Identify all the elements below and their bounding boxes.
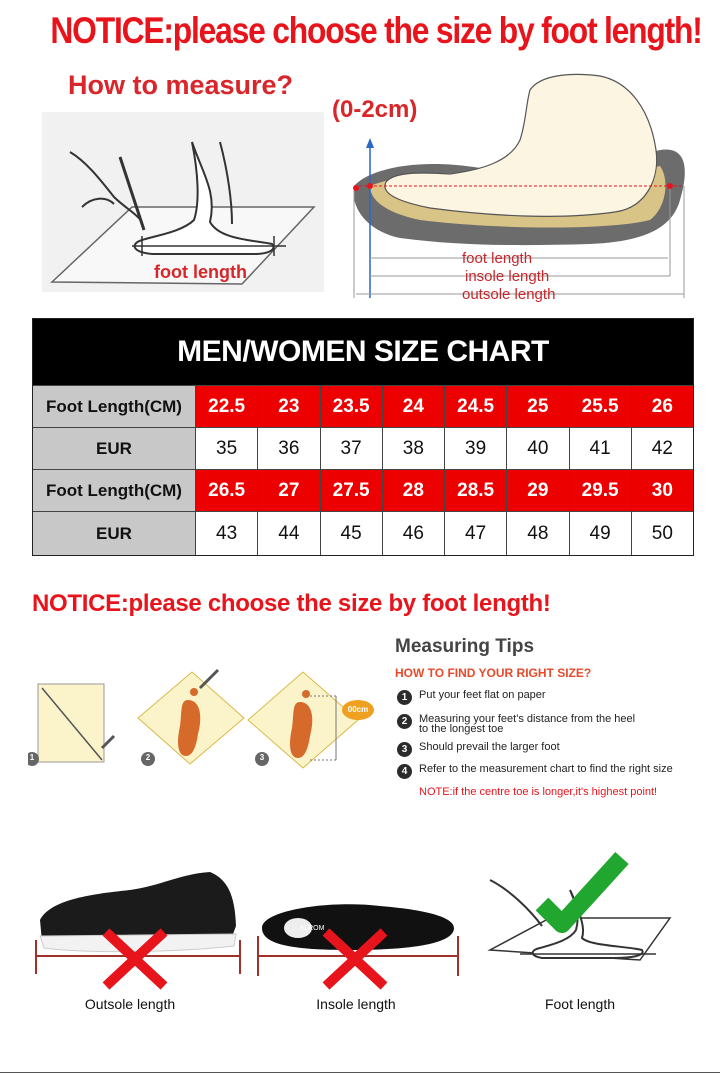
how-to-measure-heading: How to measure? bbox=[68, 70, 294, 100]
size-chart-cell: 24 bbox=[383, 386, 445, 427]
tip-text: Measuring your feet's distance from the heel bbox=[419, 713, 636, 725]
outsole-length-callout: outsole length bbox=[462, 286, 556, 303]
size-chart-row bbox=[33, 511, 693, 555]
size-chart-cell: 25 bbox=[507, 386, 569, 427]
foot-length-callout: foot length bbox=[462, 250, 533, 267]
size-chart-cell: 40 bbox=[507, 428, 569, 469]
size-chart-cell: 23.5 bbox=[321, 386, 383, 427]
size-chart-cell: 46 bbox=[383, 512, 445, 555]
measuring-tips-title: Measuring Tips bbox=[395, 636, 535, 657]
size-chart-title: MEN/WOMEN SIZE CHART bbox=[33, 319, 693, 385]
range-label: (0-2cm) bbox=[332, 96, 418, 123]
measure-tag-label: 00cm bbox=[347, 705, 369, 714]
tip-text: Put your feet flat on paper bbox=[419, 689, 546, 701]
size-chart-cell: 50 bbox=[632, 512, 693, 555]
tip-number-badge: 2 bbox=[397, 714, 412, 729]
size-chart-cell: 28 bbox=[383, 470, 445, 511]
measuring-tips-subtitle: HOW TO FIND YOUR RIGHT SIZE? bbox=[395, 666, 592, 680]
top-notice: NOTICE:please choose the size by foot length! bbox=[50, 10, 702, 51]
size-chart-cell: 29 bbox=[507, 470, 569, 511]
insole-length-callout: insole length bbox=[465, 268, 550, 285]
size-chart-cell: 26 bbox=[632, 386, 693, 427]
bottom-divider bbox=[0, 1072, 720, 1073]
size-chart-cell: 39 bbox=[445, 428, 507, 469]
tip-number-badge: 3 bbox=[397, 742, 412, 757]
tip-item bbox=[397, 742, 560, 757]
size-chart-cell: 42 bbox=[632, 428, 693, 469]
insole-length-label: Insole length bbox=[316, 996, 396, 1012]
outsole-length-label: Outsole length bbox=[84, 996, 176, 1012]
foot-length-label: Foot length bbox=[544, 996, 616, 1012]
size-chart-cell: 28.5 bbox=[445, 470, 507, 511]
tip-number-badge: 4 bbox=[397, 764, 412, 779]
size-chart-row-label: EUR bbox=[33, 428, 196, 469]
size-chart-cell: 27 bbox=[258, 470, 320, 511]
step-badge-2: 2 bbox=[145, 753, 151, 762]
tip-number-badge: 1 bbox=[397, 690, 412, 705]
size-chart-row-label: Foot Length(CM) bbox=[33, 386, 196, 427]
size-chart-cell: 44 bbox=[258, 512, 320, 555]
insole-brand-mark: SLROM bbox=[299, 925, 325, 932]
size-chart-cell: 26.5 bbox=[196, 470, 258, 511]
size-chart-row-label: EUR bbox=[33, 512, 196, 555]
size-chart-row bbox=[33, 385, 693, 427]
size-chart-cell: 48 bbox=[507, 512, 569, 555]
size-chart bbox=[32, 318, 694, 556]
size-chart-cell: 29.5 bbox=[570, 470, 632, 511]
tip-text: Should prevail the larger foot bbox=[419, 741, 560, 753]
size-chart-cell: 41 bbox=[570, 428, 632, 469]
step-badge-3: 3 bbox=[259, 753, 265, 762]
size-chart-cell: 22.5 bbox=[196, 386, 258, 427]
size-chart-cell: 23 bbox=[258, 386, 320, 427]
tip-item bbox=[397, 764, 673, 779]
size-chart-row bbox=[33, 427, 693, 469]
sketch-foot-length-label: foot length bbox=[154, 262, 247, 282]
tip-item bbox=[397, 714, 635, 734]
size-chart-cell: 49 bbox=[570, 512, 632, 555]
step-badge-1: 1 bbox=[29, 753, 35, 762]
size-chart-cell: 43 bbox=[196, 512, 258, 555]
size-chart-cell: 47 bbox=[445, 512, 507, 555]
size-chart-row bbox=[33, 469, 693, 511]
size-chart-cell: 35 bbox=[196, 428, 258, 469]
size-chart-cell: 27.5 bbox=[321, 470, 383, 511]
size-chart-row-label: Foot Length(CM) bbox=[33, 470, 196, 511]
size-chart-cell: 24.5 bbox=[445, 386, 507, 427]
tip-item bbox=[397, 690, 546, 705]
tip-text-line2: to the longest toe bbox=[419, 723, 504, 735]
size-chart-cell: 30 bbox=[632, 470, 693, 511]
measuring-steps-illustration bbox=[28, 668, 388, 780]
tip-note: NOTE:if the centre toe is longer,it's highest point! bbox=[419, 786, 658, 798]
size-chart-cell: 45 bbox=[321, 512, 383, 555]
size-chart-cell: 37 bbox=[321, 428, 383, 469]
mid-notice: NOTICE:please choose the size by foot length! bbox=[32, 590, 551, 617]
tip-text: Refer to the measurement chart to find the right size bbox=[419, 763, 673, 775]
size-chart-cell: 38 bbox=[383, 428, 445, 469]
size-chart-cell: 36 bbox=[258, 428, 320, 469]
length-comparison-illustration bbox=[30, 850, 710, 990]
size-chart-cell: 25.5 bbox=[570, 386, 632, 427]
